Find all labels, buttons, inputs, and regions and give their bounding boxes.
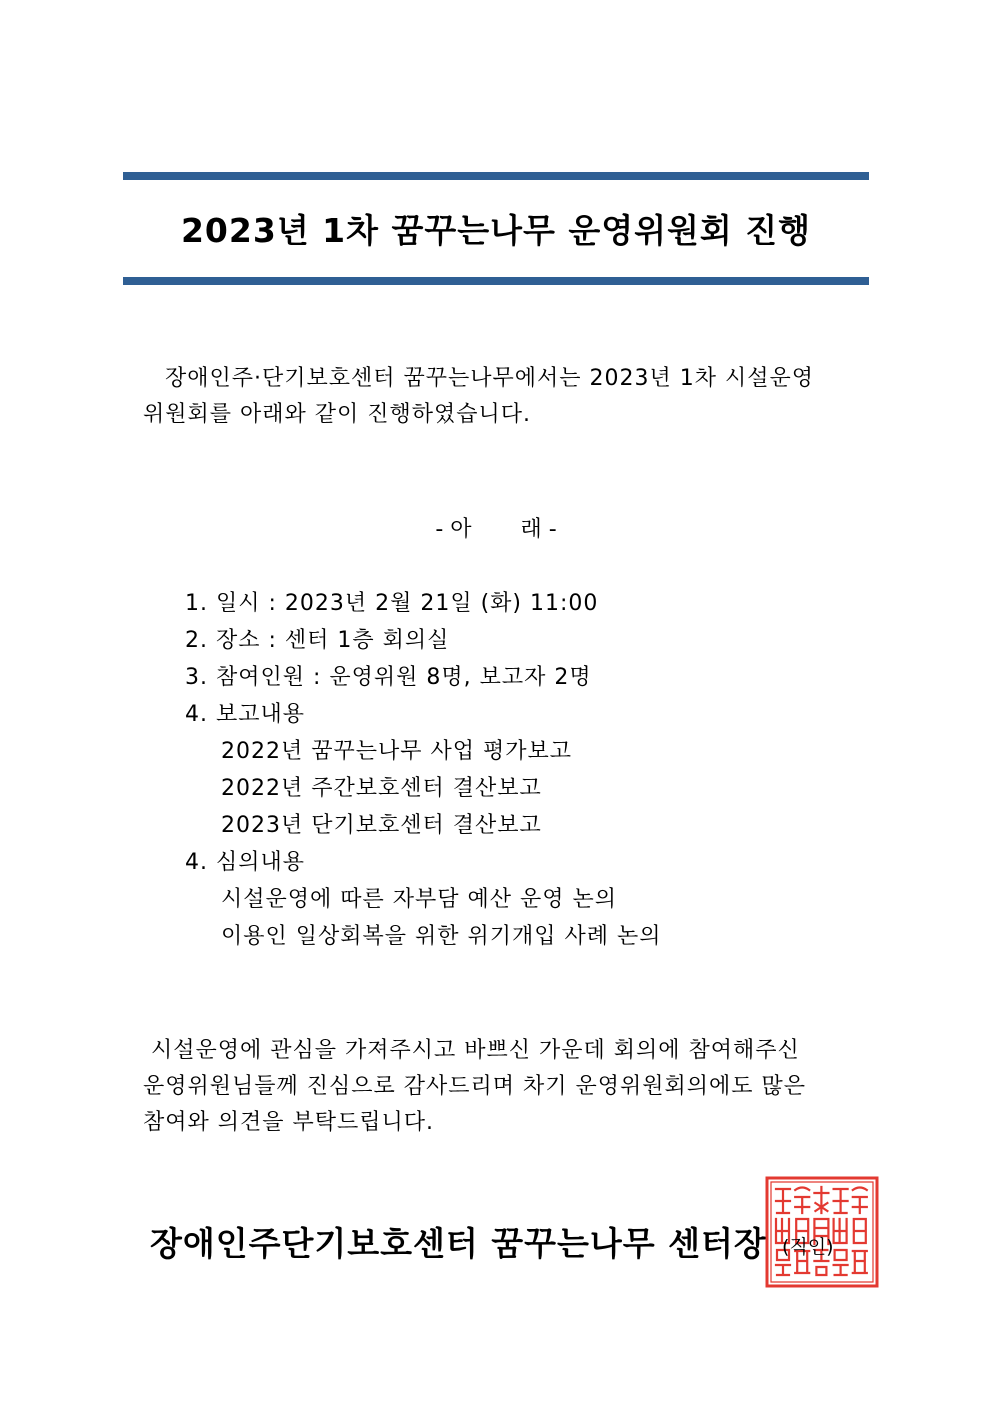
list-item: 4. 심의내용 — [185, 850, 305, 875]
section-label: - 아 래 - — [435, 517, 557, 542]
closing-line-3: 참여와 의견을 부탁드립니다. — [143, 1110, 435, 1135]
closing-line-2: 운영위원님들께 진심으로 감사드리며 차기 운영위원회의에도 많은 — [143, 1074, 807, 1099]
list-subitem: 2022년 꿈꾸는나무 사업 평가보고 — [221, 739, 572, 764]
closing-paragraph — [143, 1033, 855, 1141]
list-subitem: 2023년 단기보호센터 결산보고 — [221, 813, 542, 838]
list-item: 3. 참여인원 : 운영위원 8명, 보고자 2명 — [185, 665, 592, 690]
details-list — [185, 585, 662, 955]
list-item: 4. 보고내용 — [185, 702, 305, 727]
title-top-rule — [123, 172, 869, 180]
list-subitem: 시설운영에 따른 자부담 예산 운영 논의 — [221, 887, 617, 912]
seal-mark-label: (직인) — [782, 1236, 834, 1258]
document-title: 2023년 1차 꿈꾸는나무 운영위원회 진행 — [180, 211, 812, 250]
list-subitem: 이용인 일상회복을 위한 위기개입 사례 논의 — [221, 924, 662, 949]
signature-line: 장애인주단기보호센터 꿈꾸는나무 센터장 — [150, 1224, 767, 1263]
intro-line-1: 장애인주·단기보호센터 꿈꾸는나무에서는 2023년 1차 시설운영 — [165, 366, 815, 391]
title-bottom-rule — [123, 277, 869, 285]
list-item: 1. 일시 : 2023년 2월 21일 (화) 11:00 — [185, 591, 599, 616]
list-subitem: 2022년 주간보호센터 결산보고 — [221, 776, 542, 801]
closing-line-1: 시설운영에 관심을 가져주시고 바쁘신 가운데 회의에 참여해주신 — [151, 1038, 800, 1063]
list-item: 2. 장소 : 센터 1층 회의실 — [185, 628, 450, 653]
intro-line-2: 위원회를 아래와 같이 진행하였습니다. — [143, 402, 532, 427]
intro-paragraph — [143, 361, 855, 433]
